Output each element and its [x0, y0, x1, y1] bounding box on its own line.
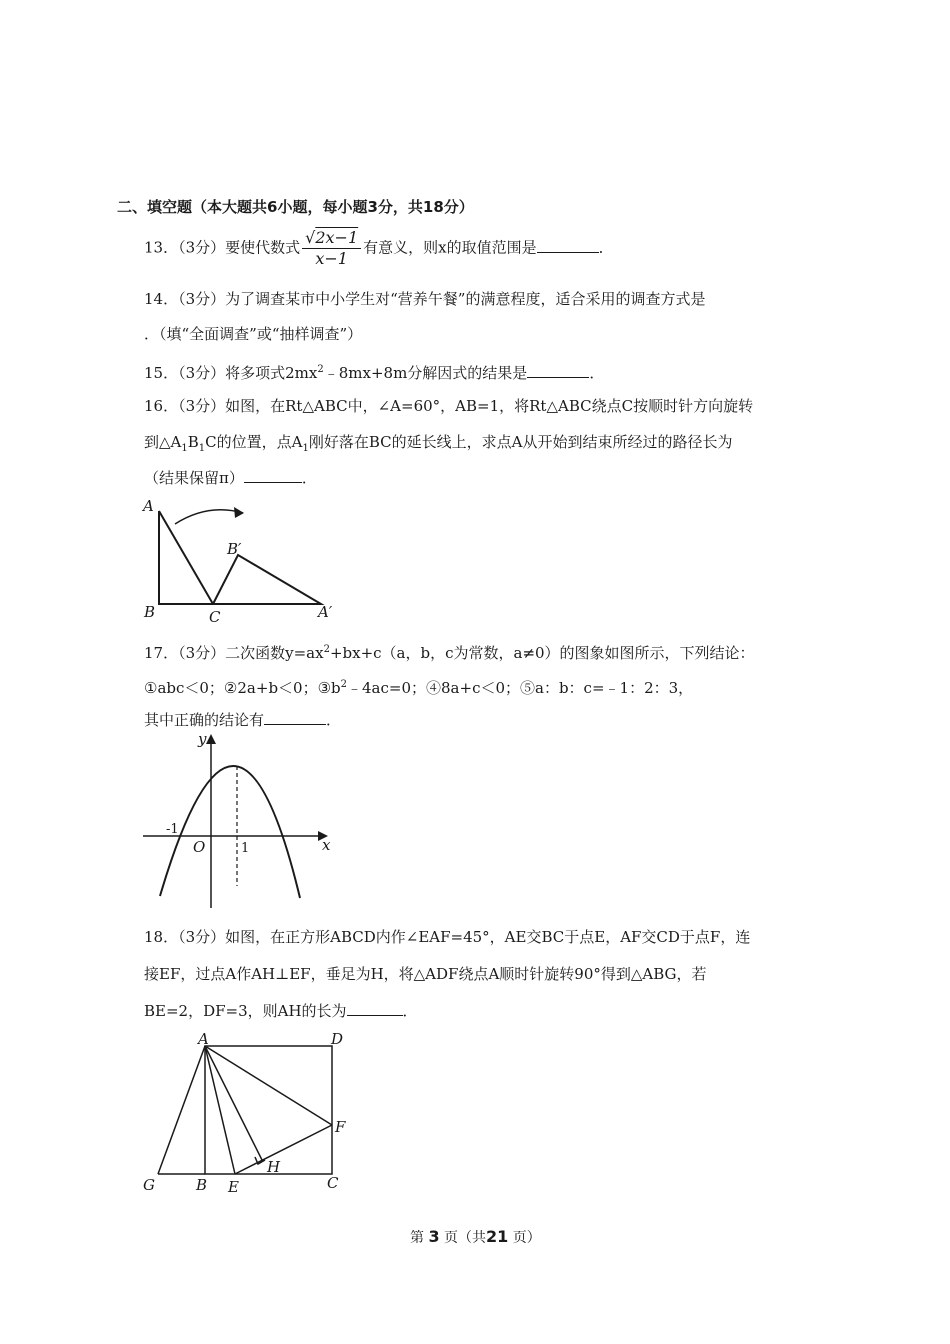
q17-text-b: +bx+c（a，b，c为常数，a≠0）的图象如图所示，下列结论：	[329, 644, 755, 662]
label-c: C	[209, 608, 221, 626]
q15-text-after: ﹣8mx+8m分解因式的结果是	[323, 364, 528, 382]
q16-text-a: 到△A	[144, 433, 182, 451]
q15-text: 15．（3分）将多项式2mx	[144, 364, 318, 382]
arrow-head	[234, 507, 244, 518]
label-one: 1	[241, 841, 250, 856]
q18-answer-blank[interactable]	[347, 1001, 403, 1016]
label-b: B	[144, 603, 156, 621]
q16-text-d: 刚好落在BC的延长线上，求点A从开始到结束所经过的路径长为	[308, 433, 733, 451]
q17-text-c: ①abc＜0；②2a+b＜0；③b	[144, 679, 341, 697]
q18-end: ．	[402, 1002, 418, 1020]
triangle-rotation-figure	[138, 495, 348, 630]
label-a: A	[198, 1030, 209, 1048]
q16-text-c: C的位置，点A	[205, 433, 303, 451]
page-footer	[410, 1227, 541, 1247]
label-g: G	[143, 1176, 155, 1194]
q16-line3	[144, 468, 317, 488]
q13-end: ．	[598, 238, 614, 257]
q17-text-a: 17．（3分）二次函数y=ax	[144, 644, 324, 662]
q16-sub-1: 1	[181, 443, 188, 454]
q13-answer-blank[interactable]	[537, 238, 599, 253]
q17-exponent-2: 2	[340, 679, 348, 690]
q17-text-d: ﹣4ac=0；④8a+c＜0；⑤a：b：c=﹣1：2：3，	[347, 679, 694, 697]
q14-line1: 14．（3分）为了调查某市中小学生对“营养午餐”的满意程度，适合采用的调查方式是	[144, 290, 706, 308]
label-y: y	[198, 730, 207, 748]
label-a-prime: A′	[318, 603, 333, 621]
segment-ef	[235, 1125, 332, 1174]
q13-text: 13．（3分）要使代数式	[144, 238, 301, 257]
q16-line1: 16．（3分）如图，在Rt△ABC中，∠A=60°，AB=1，将Rt△ABC绕点C按顺时针方向旋转	[144, 397, 754, 415]
label-d: D	[331, 1030, 344, 1048]
q17-line2	[144, 675, 693, 698]
label-b: B	[196, 1176, 208, 1194]
label-f: F	[335, 1118, 346, 1136]
q13-denominator: x−1	[315, 249, 348, 268]
q18-text: BE=2，DF=3，则AH的长为	[144, 1002, 347, 1020]
label-c: C	[327, 1174, 339, 1192]
q16-sub-2: 1	[198, 443, 206, 454]
q14-line2: ．（填“全面调查”或“抽样调查”）	[144, 325, 363, 343]
page-number: 3	[428, 1227, 440, 1246]
q16-sub-3: 1	[302, 443, 309, 454]
triangle-abc	[159, 511, 213, 604]
label-e: E	[228, 1178, 239, 1196]
square-abcd	[205, 1046, 332, 1174]
q17-end: ．	[326, 711, 342, 729]
q15-answer-blank[interactable]	[527, 363, 589, 378]
y-axis-arrow	[206, 734, 216, 744]
q18-line2: 接EF，过点A作AH⊥EF，垂足为H，将△ADF绕点A顺时针旋转90°得到△ABG，若	[144, 965, 707, 983]
label-b-prime: B′	[227, 540, 242, 558]
page-total: 21	[486, 1227, 509, 1246]
q13-numerator: 2x−1	[315, 228, 359, 247]
q16-text-e: （结果保留π）	[144, 469, 244, 487]
q18-line3	[144, 1001, 418, 1021]
segment-ag	[158, 1046, 205, 1174]
square-figure	[138, 1026, 358, 1201]
q15-exponent: 2	[317, 364, 324, 375]
sqrt-sign: √	[305, 228, 316, 247]
q16-text-b: B	[187, 433, 199, 451]
q17-exponent: 2	[323, 644, 330, 655]
label-a: A	[143, 497, 154, 515]
q17-text-e: 其中正确的结论有	[144, 711, 265, 729]
triangle-a1b1c	[213, 555, 321, 604]
q16-end: ．	[301, 469, 317, 487]
footer-pre: 第	[410, 1230, 424, 1246]
segment-ae	[205, 1046, 235, 1174]
q16-line2	[144, 432, 732, 459]
q17-line3	[144, 710, 341, 730]
q17-answer-blank[interactable]	[264, 710, 326, 725]
q17-line1	[144, 640, 755, 663]
parabola-curve	[160, 766, 300, 898]
q18-line1: 18．（3分）如图，在正方形ABCD内作∠EAF=45°，AE交BC于点E，AF交CD于点F，连	[144, 928, 751, 946]
question-15	[144, 360, 604, 383]
label-h: H	[267, 1158, 281, 1176]
label-neg1: -1	[166, 822, 179, 837]
question-13	[144, 228, 614, 269]
q16-answer-blank[interactable]	[244, 468, 302, 483]
q13-text-after: 有意义，则x的取值范围是	[363, 238, 537, 257]
label-origin: O	[193, 838, 206, 856]
q13-fraction	[302, 228, 361, 269]
q15-end: ．	[589, 364, 605, 382]
rotation-arrow	[175, 510, 243, 524]
parabola-figure	[138, 730, 338, 910]
label-x: x	[322, 836, 331, 854]
section-title: 二、填空题（本大题共6小题，每小题3分，共18分）	[117, 198, 474, 216]
footer-mid: 页（共	[444, 1230, 487, 1246]
footer-post: 页）	[512, 1230, 541, 1246]
